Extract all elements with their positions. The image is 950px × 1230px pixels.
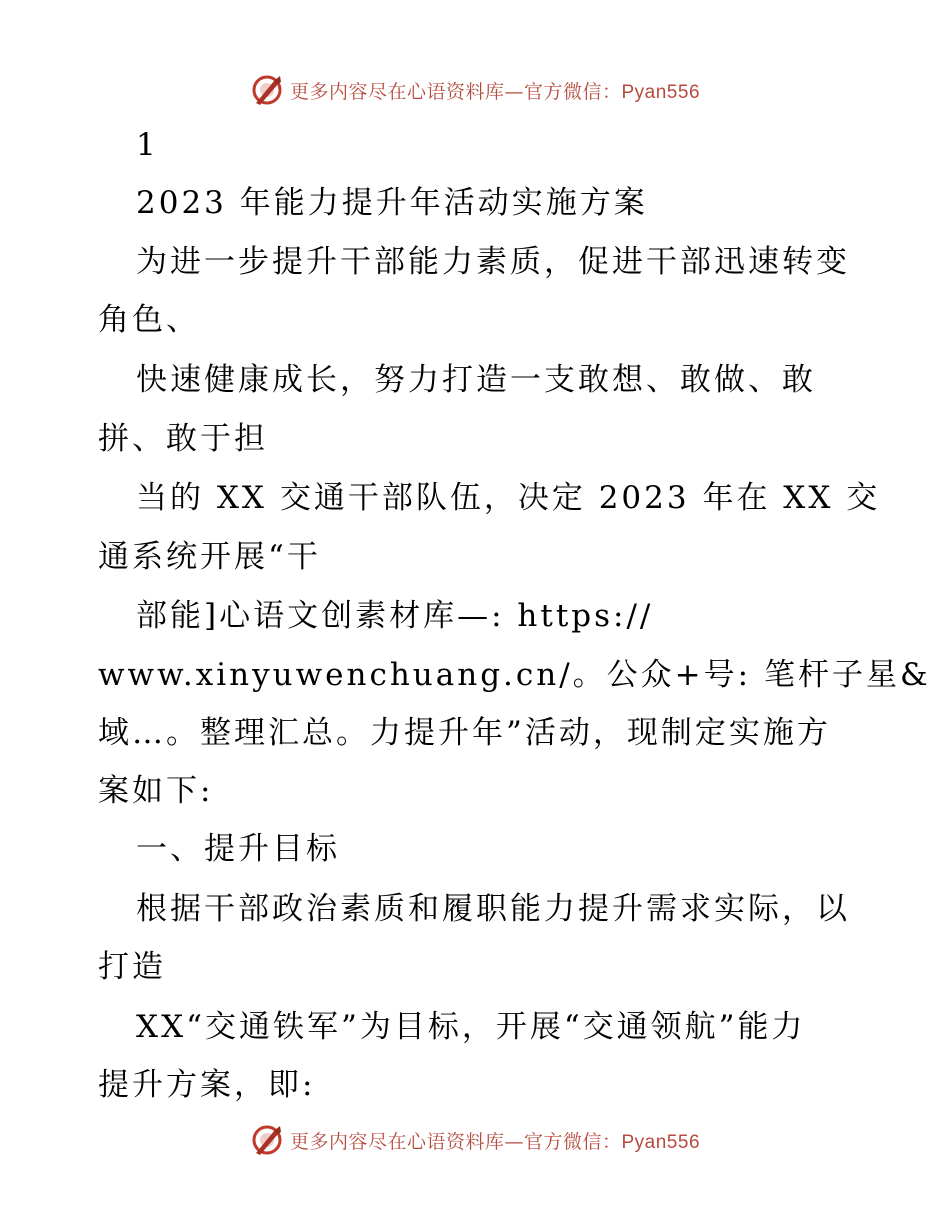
watermark-footer <box>0 1120 950 1160</box>
paragraph-line: 根据干部政治素质和履职能力提升需求实际，以 <box>136 891 850 927</box>
pen-circle-logo-icon <box>250 73 284 107</box>
paragraph-line: 部能]心语文创素材库—: https:// <box>136 598 654 634</box>
paragraph-line: 为进一步提升干部能力素质，促进干部迅速转变 <box>136 244 850 280</box>
paragraph-line: 域…。整理汇总。力提升年”活动，现制定实施方 <box>98 715 831 751</box>
watermark-text: 更多内容尽在心语资料库—官方微信：Pyan556 <box>289 1130 701 1153</box>
paragraph-line: 打造 <box>98 949 166 985</box>
watermark-header <box>0 70 950 110</box>
paragraph-line: 快速健康成长，努力打造一支敢想、敢做、敢 <box>136 362 816 398</box>
pen-circle-logo-icon <box>250 1123 284 1157</box>
document-title: 2023 年能力提升年活动实施方案 <box>136 185 648 221</box>
paragraph-line: 通系统开展“干 <box>98 539 321 575</box>
watermark-text: 更多内容尽在心语资料库—官方微信：Pyan556 <box>289 80 701 103</box>
paragraph-line: 当的 XX 交通干部队伍，决定 2023 年在 XX 交 <box>136 480 881 516</box>
paragraph-line: XX“交通铁军”为目标，开展“交通领航”能力 <box>136 1009 806 1045</box>
paragraph-line: 角色、 <box>98 302 200 338</box>
paragraph-line: www.xinyuwenchuang.cn/。公众+号: 笔杆子星& <box>98 657 931 693</box>
paragraph-line: 案如下: <box>98 773 214 809</box>
paragraph-line: 拼、敢于担 <box>98 421 268 457</box>
section-heading: 一、提升目标 <box>136 831 340 867</box>
paragraph-line: 提升方案，即: <box>98 1067 316 1103</box>
page-number: 1 <box>136 127 159 163</box>
